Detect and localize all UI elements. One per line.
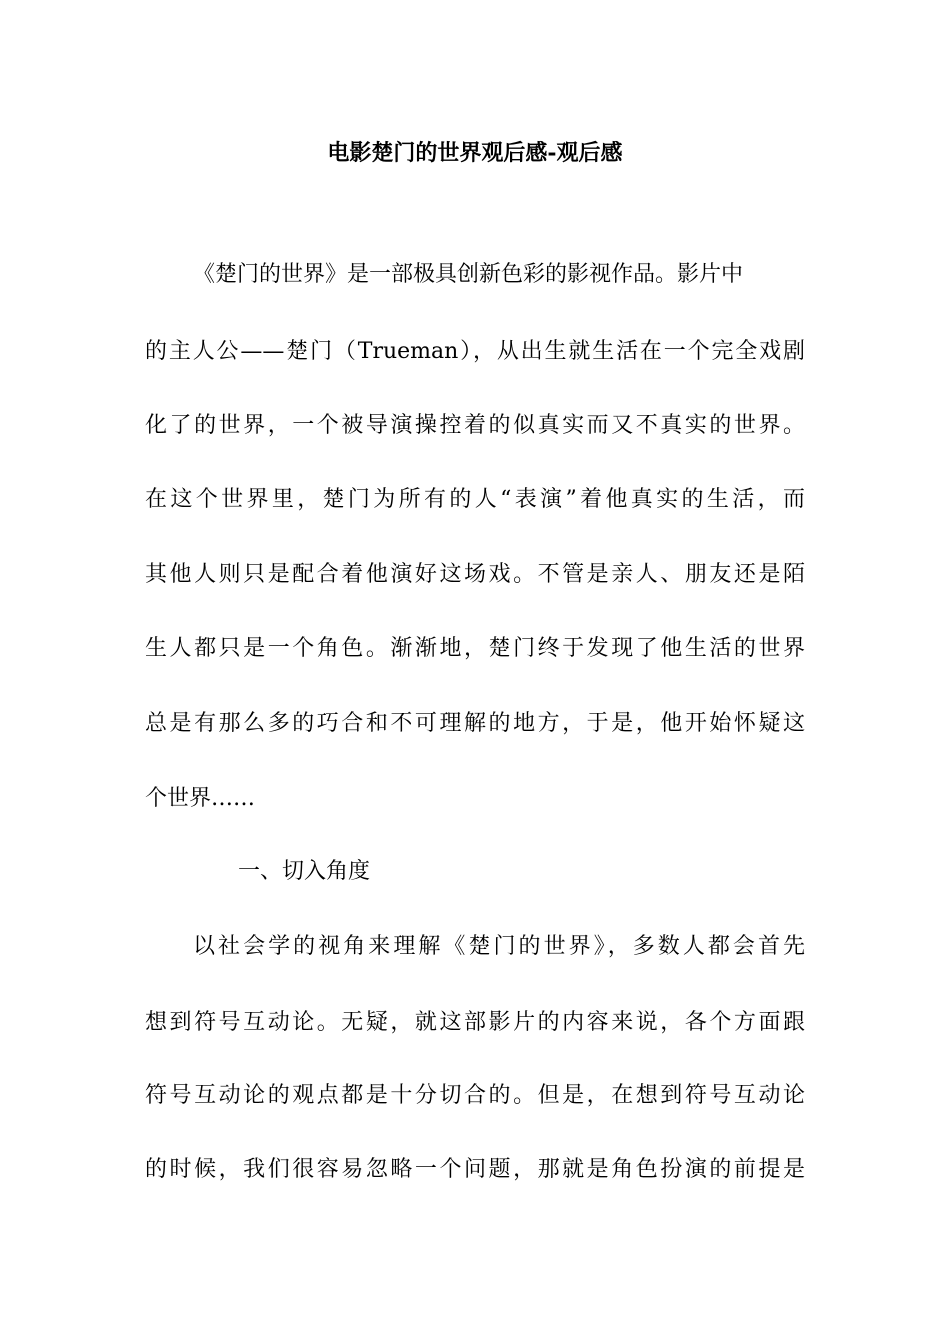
paragraph-line: 个世界…… xyxy=(145,786,256,811)
paragraph-line: 其他人则只是配合着他演好这场戏。不管是亲人、朋友还是陌 xyxy=(145,562,805,587)
paragraph-line: 以社会学的视角来理解《楚门的世界》，多数人都会首先 xyxy=(193,934,805,959)
paragraph-line: 《楚门的世界》是一部极具创新色彩的影视作品。影片中 xyxy=(193,262,744,287)
paragraph-line: 生人都只是一个角色。渐渐地，楚门终于发现了他生活的世界 xyxy=(145,636,805,661)
paragraph-line: 在这个世界里，楚门为所有的人“表演”着他真实的生活，而 xyxy=(145,487,805,512)
paragraph-line: 符号互动论的观点都是十分切合的。但是，在想到符号互动论 xyxy=(145,1083,805,1108)
document-title: 电影楚门的世界观后感-观后感 xyxy=(327,140,623,166)
paragraph-line: 化了的世界，一个被导演操控着的似真实而又不真实的世界。 xyxy=(145,413,805,438)
paragraph-line: 的主人公——楚门（Trueman），从出生就生活在一个完全戏剧 xyxy=(145,339,805,364)
section-heading: 一、切入角度 xyxy=(238,859,371,884)
paragraph-line: 想到符号互动论。无疑，就这部影片的内容来说，各个方面跟 xyxy=(145,1010,805,1035)
paragraph-line: 的时候，我们很容易忽略一个问题，那就是角色扮演的前提是 xyxy=(145,1157,805,1182)
paragraph-line: 总是有那么多的巧合和不可理解的地方，于是，他开始怀疑这 xyxy=(145,711,805,736)
